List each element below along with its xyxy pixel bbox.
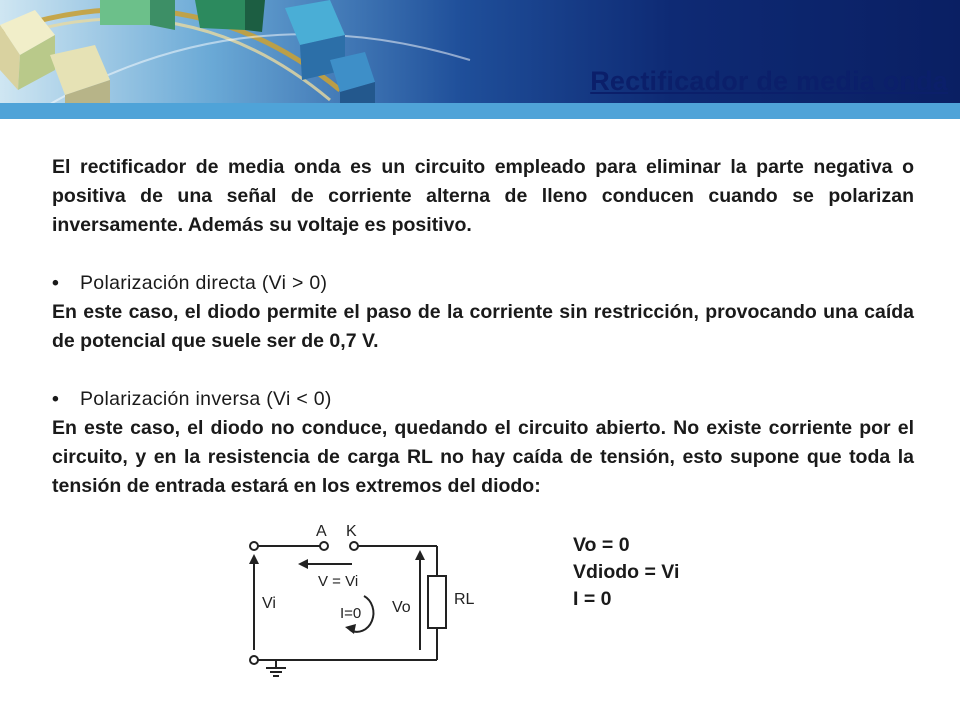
cube-shape-3 [195, 0, 265, 32]
equation-vdiodo: Vdiodo = Vi [573, 561, 680, 583]
label-a: A [316, 523, 327, 540]
bullet-dot: • [52, 388, 59, 410]
cube-shape-6 [330, 52, 375, 105]
inversa-paragraph: En este caso, el diodo no conduce, quedando el circuito abierto. No existe corriente por el circuito, y en la resistencia de carga RL no hay caída de tensión, esto supone que toda la tensión de entrada estará en los extremos del diodo: [52, 417, 914, 497]
bullet-polarizacion-inversa [52, 385, 914, 414]
bullet-text: Polarización inversa (Vi < 0) [80, 388, 332, 410]
slide-title: Rectificador de media onda [590, 66, 948, 96]
bullet-text: Polarización directa (Vi > 0) [80, 272, 328, 294]
cube-shape-1 [0, 10, 55, 90]
cube-shape-2 [100, 0, 175, 30]
cube-shape-5 [50, 45, 110, 105]
equation-vo: Vo = 0 [573, 534, 630, 556]
label-v: V = Vi [318, 573, 359, 590]
slide-body [52, 153, 914, 501]
circuit-diagram [232, 518, 492, 688]
directa-paragraph: En este caso, el diodo permite el paso de la corriente sin restricción, provocando una caída de potencial que suele ser de 0,7 V. [52, 301, 914, 352]
equations [573, 532, 679, 613]
label-vi: Vi [262, 595, 276, 612]
banner-stripe [0, 103, 960, 119]
bullet-polarizacion-directa [52, 269, 914, 298]
bullet-dot: • [52, 272, 59, 294]
label-rl: RL [454, 591, 475, 608]
equation-i: I = 0 [573, 588, 612, 610]
intro-paragraph: El rectificador de media onda es un circuito empleado para eliminar la parte negativa o positiva de una señal de corriente alterna de lleno conducen cuando se polarizan inversamente. Además su voltaje es positivo. [52, 156, 914, 236]
label-i: I=0 [340, 605, 362, 622]
label-vo: Vo [392, 599, 411, 616]
label-k: K [346, 523, 357, 540]
